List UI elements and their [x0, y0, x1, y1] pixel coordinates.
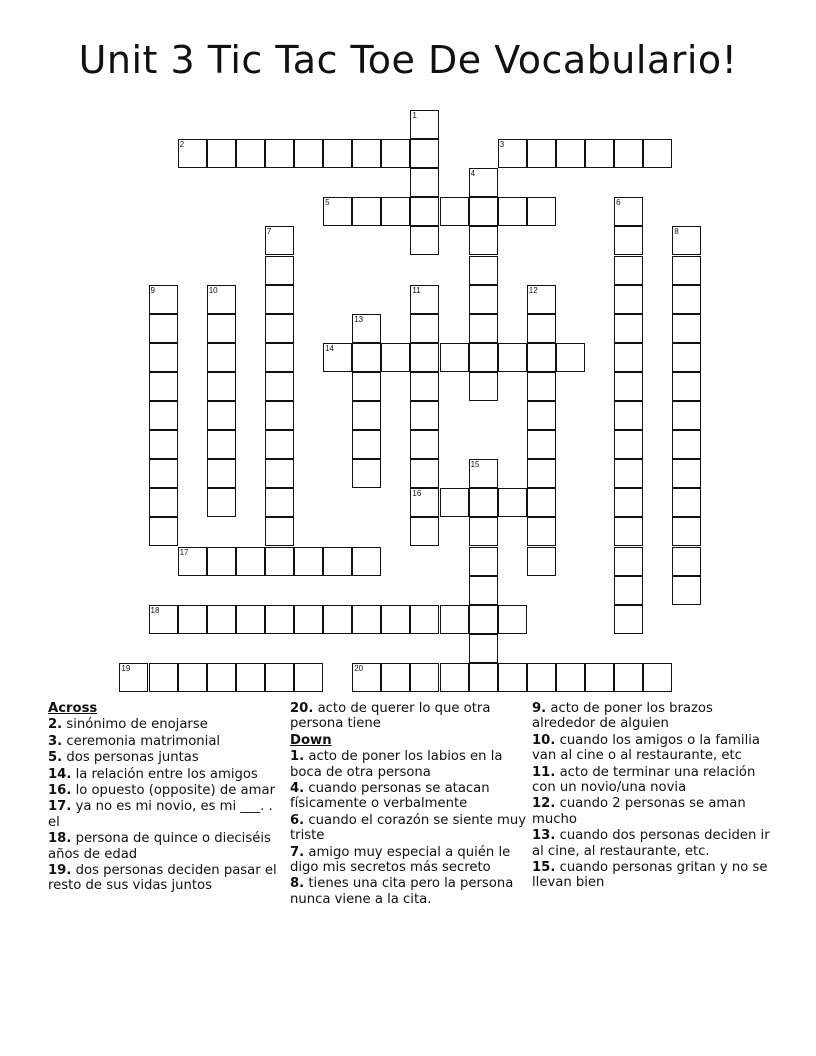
crossword-cell [236, 605, 265, 634]
crossword-cell [149, 663, 178, 692]
clue-text: ceremonia matrimonial [62, 733, 221, 749]
crossword-cell [294, 547, 323, 576]
crossword-cell [469, 168, 498, 197]
crossword-cell [469, 547, 498, 576]
crossword-cell [527, 663, 556, 692]
crossword-cell [265, 314, 294, 343]
crossword-cell [469, 605, 498, 634]
crossword-cell [207, 605, 236, 634]
crossword-cell [207, 547, 236, 576]
clue-number: 17. [48, 799, 72, 815]
crossword-cell [265, 256, 294, 285]
crossword-cell [498, 197, 527, 226]
crossword-cell [410, 110, 439, 139]
crossword-cell [469, 459, 498, 488]
clue-number: 2 [179, 140, 185, 150]
clue-text: acto de terminar una relación con un novio/una novia [532, 764, 756, 796]
crossword-cell [527, 401, 556, 430]
clue-number: 16 [412, 489, 422, 499]
crossword-cell [614, 430, 643, 459]
down-heading: Down [290, 732, 332, 748]
clue-number: 19 [121, 663, 131, 673]
down-clue [532, 860, 770, 891]
across-clue [48, 799, 286, 830]
clue-number: 6. [290, 812, 305, 828]
crossword-cell [352, 372, 381, 401]
crossword-cell [469, 256, 498, 285]
clue-number: 9 [150, 285, 155, 295]
crossword-cell [149, 314, 178, 343]
clue-number: 20 [354, 663, 364, 673]
clue-number: 10 [208, 285, 218, 295]
clue-text: acto de poner los labios en la boca de otra persona [290, 749, 503, 780]
across-clue [48, 767, 286, 782]
crossword-cell [207, 430, 236, 459]
crossword-cell [410, 372, 439, 401]
crossword-cell [352, 139, 381, 168]
crossword-cell [207, 459, 236, 488]
crossword-cell [527, 547, 556, 576]
across-clue [48, 783, 286, 798]
clue-number: 15. [532, 860, 556, 876]
clue-number: 14 [325, 343, 334, 353]
crossword-cell [265, 517, 294, 546]
crossword-cell [614, 372, 643, 401]
crossword-cell [469, 634, 498, 663]
crossword-cell [294, 605, 323, 634]
crossword-cell [352, 547, 381, 576]
clue-number: 16. [48, 783, 72, 799]
crossword-cell [469, 576, 498, 605]
crossword-cell [207, 663, 236, 692]
crossword-cell [614, 605, 643, 634]
clue-number: 13 [354, 314, 364, 324]
crossword-cell [410, 285, 439, 314]
clue-number: 6 [616, 198, 621, 208]
clue-number: 18 [150, 605, 160, 615]
across-clue [290, 701, 528, 732]
clue-number: 7 [266, 227, 272, 237]
crossword-cell [672, 372, 701, 401]
crossword-cell [498, 605, 527, 634]
crossword-cell [149, 401, 178, 430]
crossword-cell [614, 139, 643, 168]
crossword-cell [440, 197, 469, 226]
crossword-cell [178, 547, 207, 576]
clue-text: la relación entre los amigos [71, 766, 258, 782]
crossword-cell [469, 488, 498, 517]
crossword-cell [381, 663, 410, 692]
clue-number: 3. [48, 733, 63, 749]
crossword-cell [469, 372, 498, 401]
crossword-cell [236, 547, 265, 576]
crossword-cell [614, 401, 643, 430]
crossword-cell [410, 517, 439, 546]
clue-text: dos personas deciden pasar el resto de sus vidas juntos [48, 863, 277, 894]
down-clue [290, 749, 528, 780]
clue-number: 3 [499, 140, 505, 150]
crossword-cell [585, 663, 614, 692]
crossword-cell [207, 139, 236, 168]
clue-text: lo opuesto (opposite) de amar [71, 783, 275, 799]
crossword-cell [527, 197, 556, 226]
across-heading: Across [48, 701, 98, 716]
crossword-cell [352, 343, 381, 372]
clue-text: acto de querer lo que otra persona tiene [290, 701, 491, 732]
clue-number: 4. [290, 781, 305, 797]
clue-number: 19. [48, 863, 72, 879]
crossword-cell [440, 343, 469, 372]
crossword-cell [410, 343, 439, 372]
clue-number: 1 [412, 111, 417, 120]
crossword-cell [672, 256, 701, 285]
clue-number: 18. [48, 831, 72, 847]
crossword-cell [207, 343, 236, 372]
down-clue [290, 813, 528, 844]
crossword-cell [498, 139, 527, 168]
crossword-cell [207, 314, 236, 343]
crossword-cell [323, 343, 352, 372]
crossword-cell [178, 605, 207, 634]
crossword-cell [381, 139, 410, 168]
crossword-cell [527, 430, 556, 459]
crossword-cell [352, 430, 381, 459]
crossword-cell [207, 488, 236, 517]
crossword-cell [236, 663, 265, 692]
crossword-cell [149, 343, 178, 372]
clue-text: dos personas juntas [62, 750, 199, 766]
down-clue [532, 765, 770, 796]
crossword-cell [527, 343, 556, 372]
clues-column-1 [48, 701, 286, 895]
crossword-cell [149, 517, 178, 546]
down-clue [532, 796, 770, 827]
crossword-cell [410, 226, 439, 255]
crossword-cell [469, 343, 498, 372]
crossword-cell [440, 605, 469, 634]
crossword-cell [149, 285, 178, 314]
clue-text: cuando el corazón se siente muy triste [290, 812, 527, 844]
crossword-cell [527, 459, 556, 488]
crossword-cell [352, 197, 381, 226]
clue-number: 7. [290, 844, 305, 860]
crossword-cell [672, 314, 701, 343]
crossword-cell [323, 139, 352, 168]
crossword-cell [352, 459, 381, 488]
crossword-cell [265, 139, 294, 168]
crossword-cell [265, 401, 294, 430]
across-clue [48, 863, 286, 894]
clue-number: 10. [532, 732, 556, 748]
clue-text: acto de poner los brazos alrededor de alguien [532, 701, 713, 732]
crossword-cell [149, 488, 178, 517]
crossword-cell [381, 197, 410, 226]
clue-text: cuando personas gritan y no se llevan bien [532, 860, 768, 891]
crossword-cell [207, 372, 236, 401]
crossword-cell [614, 488, 643, 517]
crossword-cell [265, 430, 294, 459]
crossword-cell [614, 343, 643, 372]
crossword-cell [236, 139, 265, 168]
clue-number: 9. [532, 701, 547, 716]
crossword-cell [672, 459, 701, 488]
crossword-cell [352, 401, 381, 430]
crossword-cell [207, 285, 236, 314]
crossword-cell [323, 605, 352, 634]
clue-number: 5. [48, 750, 63, 766]
clue-text: cuando personas se atacan físicamente o verbalmente [290, 781, 490, 812]
crossword-cell [265, 285, 294, 314]
clue-number: 2. [48, 717, 63, 733]
crossword-cell [498, 343, 527, 372]
crossword-cell [410, 663, 439, 692]
crossword-cell [469, 314, 498, 343]
clues-column-3 [532, 701, 770, 892]
down-clue [532, 828, 770, 859]
clue-text: cuando los amigos o la familia van al cine o al restaurante, etc [532, 732, 760, 764]
crossword-cell [410, 314, 439, 343]
crossword-cell [527, 372, 556, 401]
crossword-cell [352, 605, 381, 634]
crossword-cell [614, 517, 643, 546]
crossword-cell [119, 663, 148, 692]
crossword-cell [265, 547, 294, 576]
clue-text: cuando dos personas deciden ir al cine, al restaurante, etc. [532, 828, 770, 859]
clue-text: persona de quince o dieciséis años de edad [48, 831, 271, 862]
clue-number: 8 [674, 227, 679, 237]
crossword-cell [381, 343, 410, 372]
clue-number: 11 [412, 285, 421, 295]
page-title: Unit 3 Tic Tac Toe De Vocabulario! [78, 38, 738, 82]
clue-number: 12 [528, 285, 538, 295]
crossword-cell [672, 401, 701, 430]
crossword-cell [265, 605, 294, 634]
crossword-cell [440, 663, 469, 692]
clue-number: 8. [290, 876, 305, 892]
crossword-cell [440, 488, 469, 517]
crossword-cell [149, 372, 178, 401]
crossword-cell [410, 459, 439, 488]
clue-number: 14. [48, 766, 72, 782]
across-clue [48, 750, 286, 765]
crossword-cell [178, 139, 207, 168]
crossword-cell [614, 547, 643, 576]
crossword-cell [207, 401, 236, 430]
across-clue [48, 831, 286, 862]
crossword-cell [410, 488, 439, 517]
across-clue [48, 717, 286, 732]
crossword-cell [294, 663, 323, 692]
crossword-cell [556, 139, 585, 168]
crossword-cell [643, 139, 672, 168]
crossword-cell [672, 488, 701, 517]
crossword-cell [469, 226, 498, 255]
crossword-cell [614, 663, 643, 692]
crossword-cell [585, 139, 614, 168]
crossword-cell [352, 314, 381, 343]
crossword-cell [469, 197, 498, 226]
crossword-cell [323, 197, 352, 226]
crossword-cell [410, 430, 439, 459]
crossword-cell [265, 372, 294, 401]
crossword-cell [498, 663, 527, 692]
crossword-cell [672, 576, 701, 605]
crossword-cell [469, 517, 498, 546]
crossword-cell [672, 285, 701, 314]
crossword-cell [294, 139, 323, 168]
crossword-cell [265, 663, 294, 692]
clue-text: tienes una cita pero la persona nunca viene a la cita. [290, 876, 514, 907]
crossword-cell [352, 663, 381, 692]
crossword-cell [643, 663, 672, 692]
crossword-cell [556, 663, 585, 692]
down-clue [532, 701, 770, 732]
crossword-cell [178, 663, 207, 692]
crossword-cell [265, 459, 294, 488]
crossword-cell [556, 343, 585, 372]
down-clue [532, 733, 770, 764]
across-clue [48, 734, 286, 749]
crossword-cell [614, 256, 643, 285]
crossword-cell [614, 314, 643, 343]
crossword-cell [527, 314, 556, 343]
crossword-cell [469, 663, 498, 692]
clue-text: amigo muy especial a quién le digo mis secretos más secreto [290, 844, 511, 876]
clue-text: cuando 2 personas se aman mucho [532, 796, 746, 827]
clue-number: 13. [532, 828, 556, 844]
clue-number: 11. [532, 764, 556, 780]
crossword-cell [469, 285, 498, 314]
crossword-cell [410, 401, 439, 430]
crossword-cell [614, 197, 643, 226]
clue-number: 17 [179, 547, 189, 557]
crossword-cell [265, 226, 294, 255]
crossword-cell [527, 517, 556, 546]
crossword-cell [498, 488, 527, 517]
clues-column-2 [290, 701, 528, 908]
crossword-cell [614, 285, 643, 314]
clue-number: 15 [470, 460, 480, 470]
clue-number: 1. [290, 749, 305, 765]
down-clue [290, 876, 528, 907]
crossword-cell [410, 197, 439, 226]
crossword-cell [410, 168, 439, 197]
crossword-cell [149, 605, 178, 634]
crossword-cell [410, 139, 439, 168]
clue-number: 12. [532, 796, 556, 812]
clue-text: ya no es mi novio, es mi ___. . el [48, 799, 273, 830]
crossword-cell [381, 605, 410, 634]
clue-text: sinónimo de enojarse [62, 717, 208, 733]
crossword-cell [265, 488, 294, 517]
crossword-cell [323, 547, 352, 576]
crossword-cell [614, 226, 643, 255]
crossword-cell [672, 517, 701, 546]
crossword-cell [149, 459, 178, 488]
crossword-cell [527, 139, 556, 168]
crossword-cell [410, 605, 439, 634]
crossword-cell [265, 343, 294, 372]
crossword-cell [672, 430, 701, 459]
crossword-cell [614, 459, 643, 488]
clue-number: 5 [325, 198, 330, 208]
crossword-cell [672, 343, 701, 372]
crossword-cell [614, 576, 643, 605]
crossword-cell [149, 430, 178, 459]
crossword-cell [672, 226, 701, 255]
crossword-cell [527, 285, 556, 314]
clue-number: 20. [290, 701, 314, 716]
crossword-cell [672, 547, 701, 576]
down-clue [290, 781, 528, 812]
down-clue [290, 845, 528, 876]
crossword-cell [527, 488, 556, 517]
clue-number: 4 [470, 169, 476, 179]
